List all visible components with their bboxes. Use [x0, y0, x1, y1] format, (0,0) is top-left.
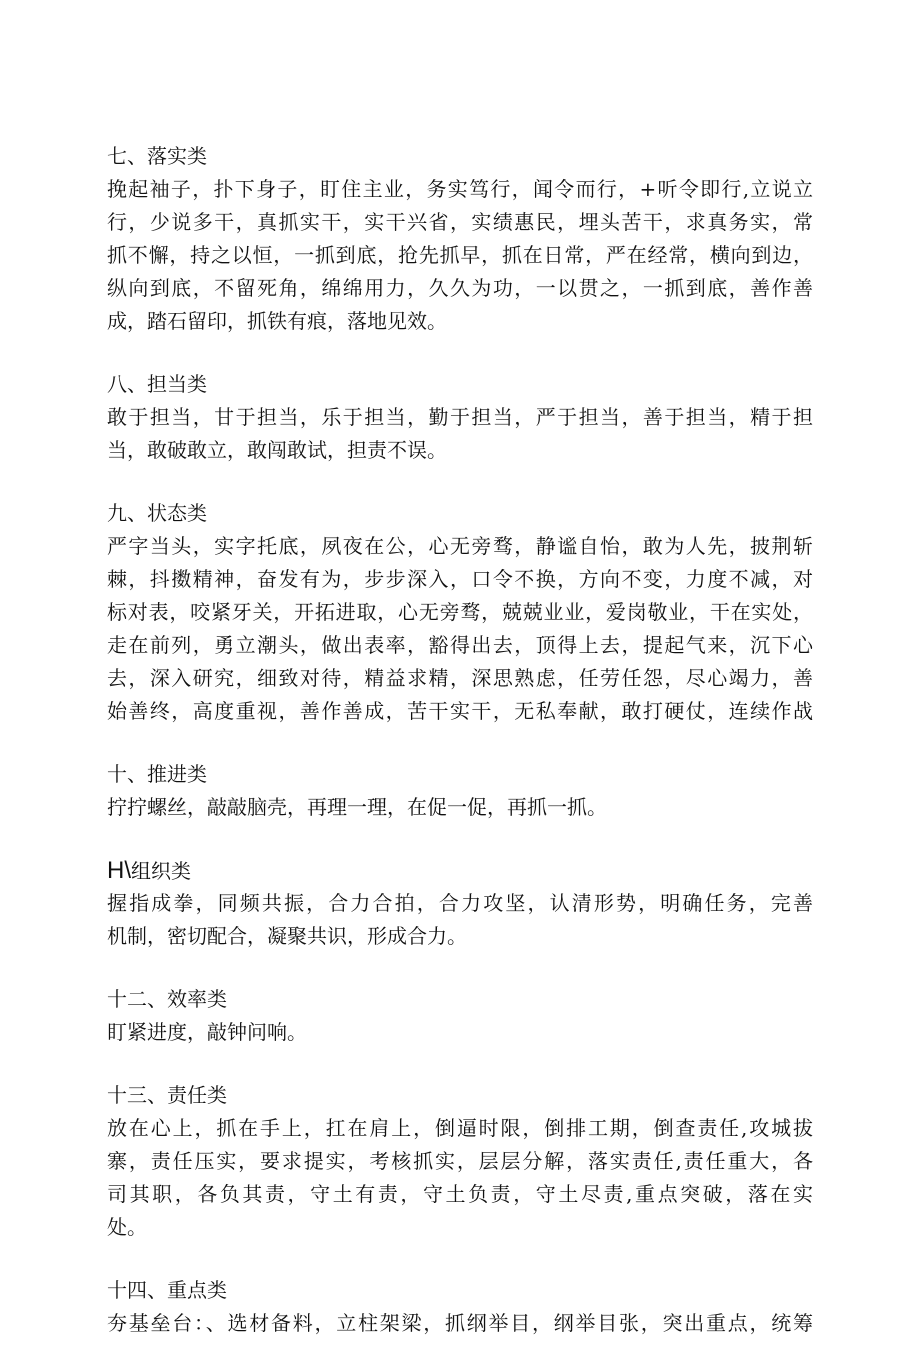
section-heading: 十四、重点类: [107, 1278, 227, 1302]
text-line: 处。: [107, 1215, 147, 1239]
section-implementation: [107, 140, 813, 338]
section-accountability: [107, 1079, 813, 1244]
section-organization: [107, 854, 813, 953]
text-line: 寨，责任压实，要求提实，考核抓实，层层分解，落实责任,责任重大，各: [107, 1149, 813, 1173]
text-line: 盯紧进度，敲钟问响。: [107, 1020, 307, 1044]
section-heading: 十二、效率类: [107, 987, 227, 1011]
text-line: 当，敢破敢立，敢闯敢试，担责不误。: [107, 438, 447, 462]
text-line: 走在前列，勇立潮头，做出表率，豁得出去，顶得上去，提起气来，沉下心: [107, 633, 813, 657]
section-heading: 十三、责任类: [107, 1083, 227, 1107]
text-line: 行，少说多干，真抓实干，实干兴省，实绩惠民，埋头苦干，求真务实，常: [107, 210, 813, 234]
text-line: 抓不懈，持之以恒，一抓到底，抢先抓早，抓在日常，严在经常，横向到边，: [107, 243, 813, 267]
text-line: 夯基垒台：、选材备料，立柱架梁，抓纲举目，纲举目张，突出重点，统筹: [107, 1311, 813, 1335]
text-line: 标对表，咬紧牙关，开拓进取，心无旁骛，兢兢业业，爱岗敬业，干在实处，: [107, 600, 813, 624]
text-line: 司其职，各负其责，守土有责，守土负责，守土尽责,重点突破，落在实: [107, 1182, 813, 1206]
text-line: 放在心上，抓在手上，扛在肩上，倒逼时限，倒排工期，倒查责任,攻城拔: [107, 1116, 813, 1140]
document-page: [107, 140, 813, 1370]
section-priorities: [107, 1274, 813, 1340]
text-line: 挽起袖子，扑下身子，盯住主业，务实笃行，闻令而行，+听令即行,立说立: [107, 177, 813, 201]
section-heading: 九、状态类: [107, 501, 207, 525]
section-state: [107, 497, 813, 728]
section-responsibility-taking: [107, 368, 813, 467]
section-heading: 七、落实类: [107, 144, 207, 168]
section-heading-prefix: H\: [107, 857, 131, 884]
text-line: 成，踏石留印，抓铁有痕，落地见效。: [107, 309, 447, 333]
text-line: 敢于担当，甘于担当，乐于担当，勤于担当，严于担当，善于担当，精于担: [107, 405, 813, 429]
section-heading: 十、推进类: [107, 762, 207, 786]
section-advancement: [107, 758, 813, 824]
text-line: 拧拧螺丝，敲敲脑壳，再理一理，在促一促，再抓一抓。: [107, 795, 607, 819]
text-line: 去，深入研究，细致对待，精益求精，深思熟虑，任劳任怨，尽心竭力，善: [107, 666, 813, 690]
text-line: 机制，密切配合，凝聚共识，形成合力。: [107, 924, 467, 948]
text-line: 握指成拳，同频共振，合力合拍，合力攻坚，认清形势，明确任务，完善: [107, 891, 813, 915]
section-heading: [107, 854, 813, 887]
text-line: 纵向到底，不留死角，绵绵用力，久久为功，一以贯之，一抓到底，善作善: [107, 276, 813, 300]
section-heading-text: 组织类: [131, 859, 191, 883]
section-heading: 八、担当类: [107, 372, 207, 396]
text-line: 始善终，高度重视，善作善成，苦干实干，无私奉献，敢打硬仗，连续作战: [107, 699, 813, 723]
section-efficiency: [107, 983, 813, 1049]
text-line: 严字当头，实字托底，夙夜在公，心无旁骛，静谧自怡，敢为人先，披荆斩: [107, 534, 813, 558]
text-line: 棘，抖擞精神，奋发有为，步步深入，口令不换，方向不变，力度不减，对: [107, 567, 813, 591]
